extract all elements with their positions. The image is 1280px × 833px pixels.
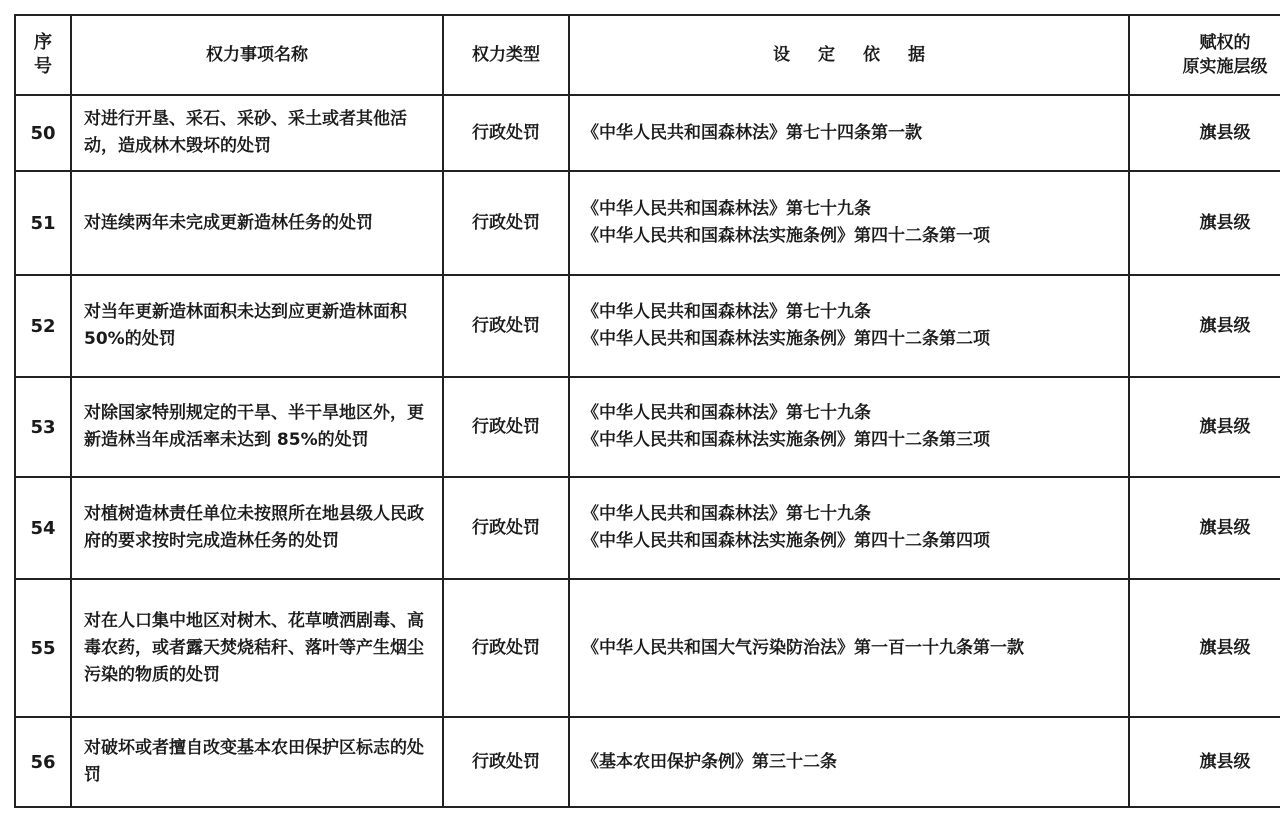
table-row [15,275,1280,377]
row-serial-number: 53 [15,377,71,477]
row-original-level: 旗县级 [1129,717,1280,807]
row-item-name: 对进行开垦、采石、采砂、采土或者其他活动，造成林木毁坏的处罚 [71,95,443,171]
row-original-level: 旗县级 [1129,579,1280,717]
row-authority-type: 行政处罚 [443,579,569,717]
authority-items-table [14,14,1280,808]
table-row [15,95,1280,171]
row-item-name: 对在人口集中地区对树木、花草喷洒剧毒、高毒农药，或者露天焚烧秸秆、落叶等产生烟尘污染的物质的处罚 [71,579,443,717]
row-original-level: 旗县级 [1129,171,1280,275]
row-item-name: 对连续两年未完成更新造林任务的处罚 [71,171,443,275]
row-item-name: 对当年更新造林面积未达到应更新造林面积 50%的处罚 [71,275,443,377]
row-serial-number: 51 [15,171,71,275]
table-row [15,717,1280,807]
table-row [15,579,1280,717]
header-serial-number [15,15,71,95]
row-original-level: 旗县级 [1129,95,1280,171]
row-item-name: 对破坏或者擅自改变基本农田保护区标志的处罚 [71,717,443,807]
row-authority-type: 行政处罚 [443,717,569,807]
row-serial-number: 50 [15,95,71,171]
header-item-name: 权力事项名称 [71,15,443,95]
row-original-level: 旗县级 [1129,477,1280,579]
row-legal-basis: 《中华人民共和国森林法》第七十九条 《中华人民共和国森林法实施条例》第四十二条第三项 [569,377,1129,477]
header-serial-number-text: 序号 [34,32,52,77]
row-legal-basis: 《中华人民共和国森林法》第七十四条第一款 [569,95,1129,171]
row-original-level: 旗县级 [1129,377,1280,477]
header-legal-basis [569,15,1129,95]
row-serial-number: 54 [15,477,71,579]
row-legal-basis: 《中华人民共和国森林法》第七十九条 《中华人民共和国森林法实施条例》第四十二条第二项 [569,275,1129,377]
row-legal-basis: 《基本农田保护条例》第三十二条 [569,717,1129,807]
header-original-level-line2: 原实施层级 [1182,57,1268,77]
row-item-name: 对除国家特别规定的干旱、半干旱地区外，更新造林当年成活率未达到 85%的处罚 [71,377,443,477]
table-row [15,171,1280,275]
row-legal-basis: 《中华人民共和国森林法》第七十九条 《中华人民共和国森林法实施条例》第四十二条第一项 [569,171,1129,275]
row-authority-type: 行政处罚 [443,477,569,579]
row-original-level: 旗县级 [1129,275,1280,377]
row-serial-number: 52 [15,275,71,377]
row-authority-type: 行政处罚 [443,377,569,477]
table-row [15,377,1280,477]
row-authority-type: 行政处罚 [443,95,569,171]
row-legal-basis: 《中华人民共和国森林法》第七十九条 《中华人民共和国森林法实施条例》第四十二条第四项 [569,477,1129,579]
row-serial-number: 56 [15,717,71,807]
header-authority-type: 权力类型 [443,15,569,95]
table-row [15,477,1280,579]
header-legal-basis-text: 设定依据 [773,45,953,65]
row-authority-type: 行政处罚 [443,275,569,377]
header-original-level-line1: 赋权的 [1199,33,1251,53]
authority-items-sheet [14,14,1268,808]
row-authority-type: 行政处罚 [443,171,569,275]
row-item-name: 对植树造林责任单位未按照所在地县级人民政府的要求按时完成造林任务的处罚 [71,477,443,579]
header-original-level [1129,15,1280,95]
row-legal-basis: 《中华人民共和国大气污染防治法》第一百一十九条第一款 [569,579,1129,717]
table-header-row [15,15,1280,95]
row-serial-number: 55 [15,579,71,717]
